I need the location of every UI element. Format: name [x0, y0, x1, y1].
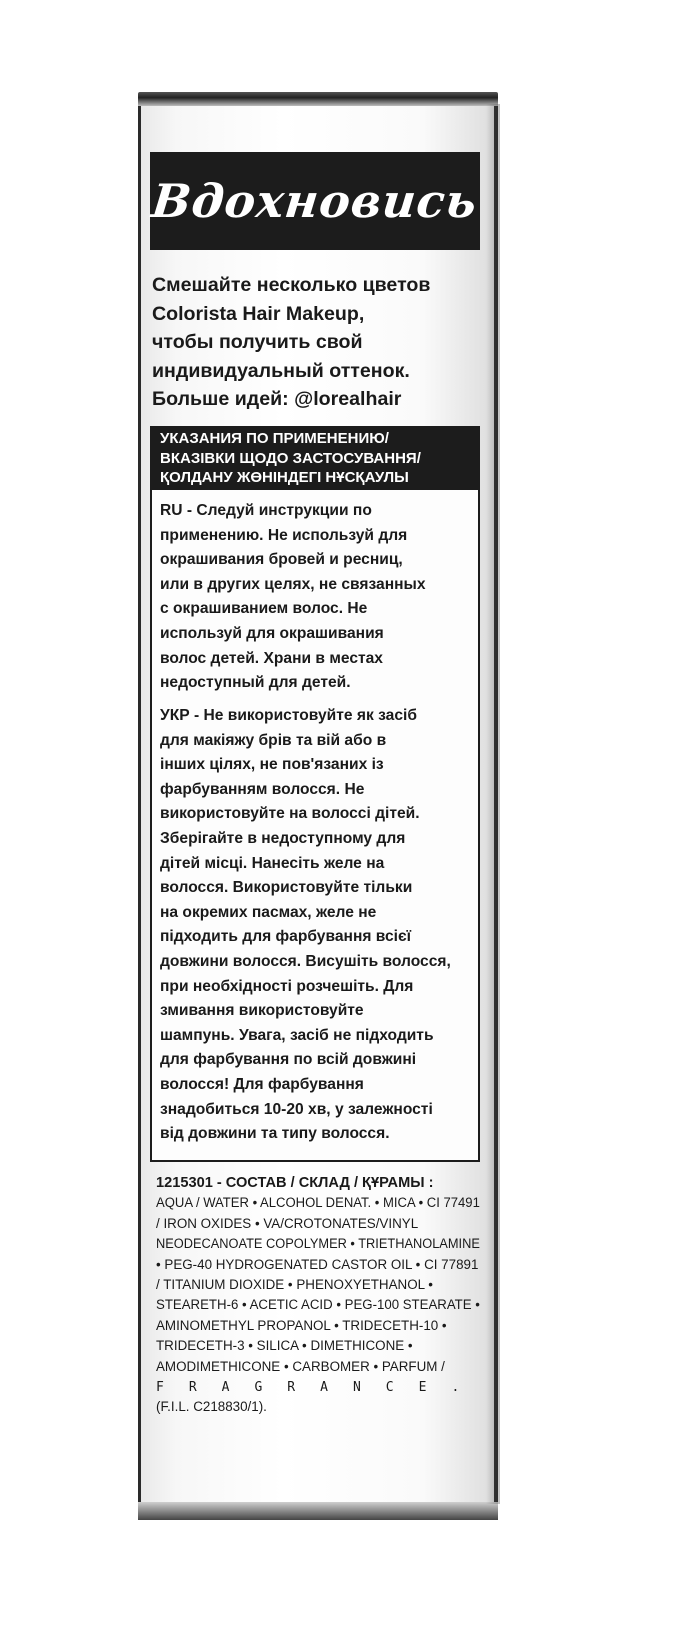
- ingredient-line: TRIDECETH-3 • SILICA • DIMETHICONE •: [156, 1338, 413, 1354]
- ru-line: или в других целях, не связанных: [160, 575, 426, 593]
- ingredients-heading: 1215301 - СОСТАВ / СКЛАД / ҚҰРАМЫ :: [156, 1175, 434, 1191]
- ukr-line: знадобиться 10-20 хв, у залежності: [160, 1100, 433, 1118]
- ukr-line: довжини волосся. Висушіть волосся,: [160, 952, 451, 970]
- ukr-line: фарбуванням волосся. Не: [160, 780, 365, 798]
- instructions-box: [150, 490, 480, 1162]
- ingredient-line: • PEG-40 HYDROGENATED CASTOR OIL • CI 77891: [156, 1256, 479, 1272]
- ingredients-list: [156, 1173, 485, 1418]
- instructions-header-line: ВКАЗІВКИ ЩОДО ЗАСТОСУВАННЯ/: [160, 449, 421, 467]
- intro-line: чтобы получить свой: [152, 331, 363, 354]
- package-edge-shadow: [486, 104, 500, 1504]
- ukr-line: волосся. Використовуйте тільки: [160, 879, 413, 897]
- ukr-line: для макіяжу брів та вій або в: [160, 731, 387, 749]
- ukr-line: змивання використовуйте: [160, 1002, 364, 1020]
- intro-line: Смешайте несколько цветов: [152, 274, 431, 296]
- instructions-header: [150, 426, 480, 490]
- ingredient-line: / IRON OXIDES • VA/CROTONATES/VINYL: [156, 1215, 419, 1231]
- banner-title: Вдохновись: [149, 174, 481, 228]
- ru-line: с окрашиванием волос. Не: [160, 600, 368, 618]
- ru-line: недоступный для детей.: [160, 674, 351, 692]
- intro-line: Больше идей: @lorealhair: [152, 388, 402, 411]
- intro-line: Colorista Hair Makeup,: [152, 302, 365, 325]
- ukr-line: шампунь. Увага, засіб не підходить: [160, 1026, 434, 1044]
- package-top-edge: [138, 92, 498, 106]
- ru-line: RU - Следуй инструкции по: [160, 502, 372, 519]
- ukr-line: волосся! Для фарбування: [160, 1075, 364, 1093]
- ingredient-line: AQUA / WATER • ALCOHOL DENAT. • MICA • CI 77491: [156, 1195, 480, 1211]
- ukr-line: використовуйте на волоссі дітей.: [160, 805, 420, 823]
- fil-code: (F.I.L. C218830/1).: [156, 1399, 267, 1415]
- ingredient-line: STEARETH-6 • ACETIC ACID • PEG-100 STEARATE •: [156, 1297, 480, 1313]
- ru-line: используй для окрашивания: [160, 624, 384, 642]
- ukr-line: для фарбування по всій довжині: [160, 1051, 417, 1069]
- ingredient-line: AMINOMETHYL PROPANOL • TRIDECETH-10 •: [156, 1317, 447, 1333]
- ru-line: окрашивания бровей и ресниц,: [160, 551, 403, 569]
- instructions-header-line: ҚОЛДАНУ ЖӨНІНДЕГІ НҰСҚАУЛЫ: [160, 469, 409, 486]
- package-bottom-edge: [138, 1502, 498, 1520]
- ukr-line: УКР - Не використовуйте як засіб: [160, 707, 417, 724]
- ingredient-line: NEODECANOATE COPOLYMER • TRIETHANOLAMINE: [156, 1236, 480, 1252]
- ukr-line: від довжини та типу волосся.: [160, 1125, 390, 1143]
- ukr-line: підходить для фарбування всієї: [160, 928, 411, 946]
- ukr-line: на окремих пасмах, желе не: [160, 903, 377, 921]
- ingredient-line: AMODIMETHICONE • CARBOMER • PARFUM /: [156, 1358, 445, 1374]
- ukr-line: при необхідності розчешіть. Для: [160, 977, 414, 995]
- intro-line: индивидуальный оттенок.: [152, 359, 410, 382]
- ingredient-line: / TITANIUM DIOXIDE • PHENOXYETHANOL •: [156, 1276, 433, 1292]
- ru-line: волос детей. Храни в местах: [160, 649, 383, 667]
- instructions-header-line: УКАЗАНИЯ ПО ПРИМЕНЕНИЮ/: [160, 430, 389, 447]
- title-banner: [150, 152, 480, 250]
- intro-text: [152, 271, 484, 414]
- ukr-line: інших цілях, не пов'язаних із: [160, 756, 384, 774]
- instructions-ukr: [160, 704, 451, 1147]
- ukr-line: Зберігайте в недоступному для: [160, 829, 406, 847]
- instructions-ru: [160, 499, 426, 696]
- fragrance-line: FRAGRANCE.: [156, 1379, 485, 1395]
- ukr-line: дітей місці. Нанесіть желе на: [160, 854, 385, 872]
- ru-line: применению. Не используй для: [160, 526, 408, 544]
